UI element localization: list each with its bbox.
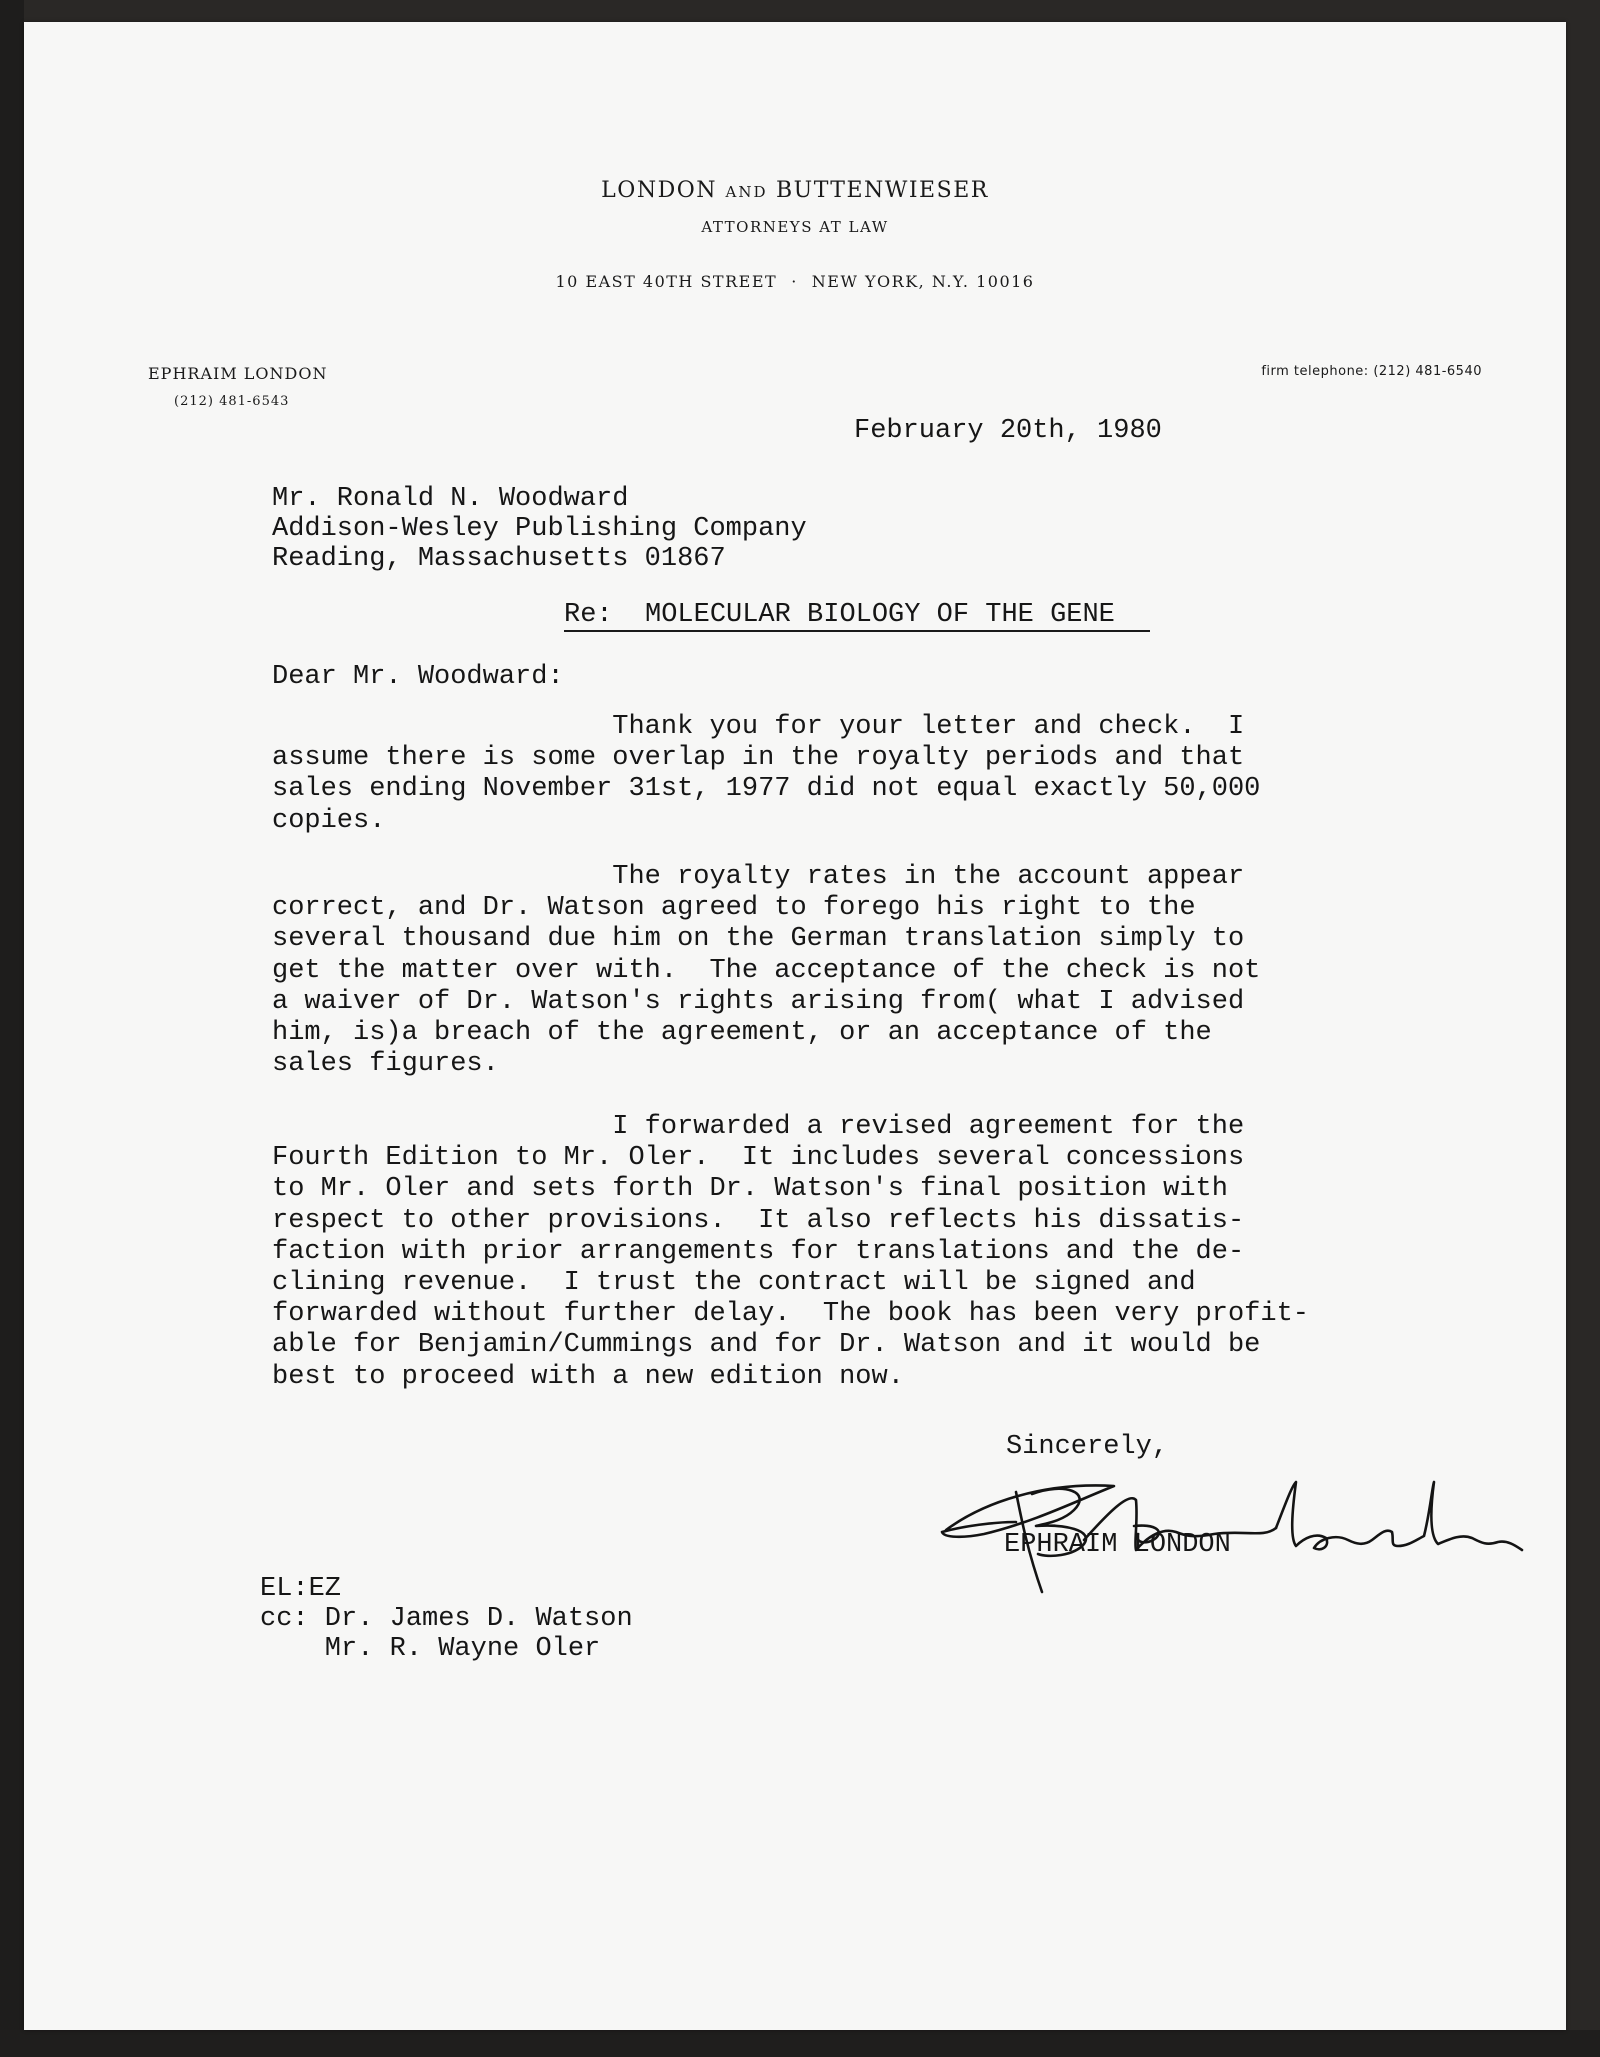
firm-name-and: AND	[725, 183, 768, 201]
recipient-line: Addison-Wesley Publishing Company	[272, 514, 807, 544]
initials-and-cc-block: EL:EZ cc: Dr. James D. Watson Mr. R. Wayne Oler	[260, 1574, 633, 1664]
letterhead-firm-name	[24, 178, 1566, 203]
scan-left-border	[0, 0, 24, 2057]
handwritten-signature	[924, 1442, 1524, 1612]
salutation: Dear Mr. Woodward:	[272, 662, 564, 692]
closing: Sincerely,	[1006, 1432, 1169, 1462]
letterhead-firm-telephone: firm telephone: (212) 481-6540	[1261, 364, 1482, 379]
letterhead-address	[24, 272, 1566, 291]
letterhead-street: 10 EAST 40TH STREET	[555, 272, 778, 291]
signer-name: EPHRAIM LONDON	[1004, 1530, 1231, 1560]
scan-bottom-border	[0, 2030, 1600, 2057]
recipient-line: Mr. Ronald N. Woodward	[272, 484, 629, 514]
body-paragraph-2: The royalty rates in the account appear correct, and Dr. Watson agreed to forego his right to the several thousand due him on the German translation simply to get the matter over with. The acceptance of the check is not a waiver of Dr. Watson's rights arising from( what I advised him, is)a breach of the agreement, or an acceptance of the sales figures.	[272, 862, 1261, 1080]
recipient-address-block	[272, 484, 807, 574]
letter-page	[24, 22, 1566, 2030]
letter-date: February 20th, 1980	[854, 416, 1162, 446]
recipient-line: Reading, Massachusetts 01867	[272, 544, 726, 574]
firm-name-left: LONDON	[601, 178, 717, 203]
body-paragraph-1: Thank you for your letter and check. I assume there is some overlap in the royalty periods and that sales ending November 31st, 1977 did not equal exactly 50,000 copies.	[272, 712, 1261, 836]
subject-line: Re: MOLECULAR BIOLOGY OF THE GENE	[564, 600, 1115, 630]
firm-name-right: BUTTENWIESER	[775, 178, 989, 203]
subject-underline	[564, 630, 1150, 632]
letterhead-subtitle: ATTORNEYS AT LAW	[701, 218, 889, 236]
letterhead-city: NEW YORK, N.Y. 10016	[811, 272, 1035, 291]
body-paragraph-3: I forwarded a revised agreement for the Fourth Edition to Mr. Oler. It includes several concessions to Mr. Oler and sets forth Dr. Watson's final position with respect to other provisions. It also reflects his dissatis- faction with prior arrangements for translations and the de- clining revenue. I trust the contract will be signed and forwarded without further delay. The book has been very profit- able for Benjamin/Cummings and for Dr. Watson and it would be best to proceed with a new edition now.	[272, 1112, 1309, 1392]
letterhead-partner-phone: (212) 481-6543	[174, 394, 290, 409]
letterhead-separator: ·	[791, 272, 798, 291]
letterhead-partner-name: EPHRAIM LONDON	[148, 364, 328, 383]
